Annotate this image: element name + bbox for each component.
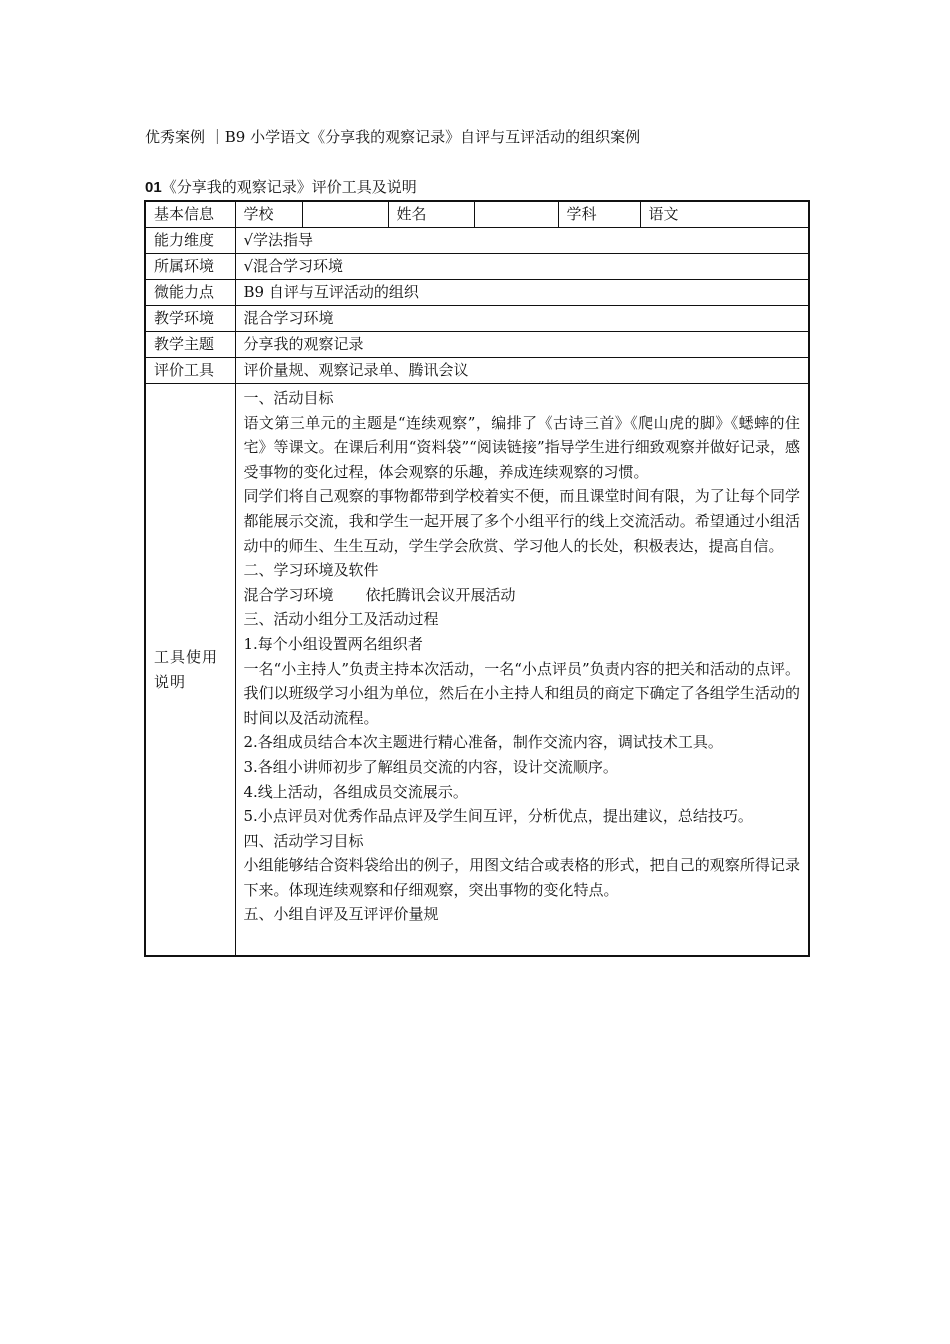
usage-paragraph: 同学们将自己观察的事物都带到学校着实不便，而且课堂时间有限，为了让每个同学都能展示交流，我和学生一起开展了多个小组平行的线上交流活动。希望通过小组活动中的师生、生生互动，学生学会欣赏、学习他人的长处，积极表达，提高自信。 (243, 487, 800, 555)
row-label: 教学环境 (145, 306, 235, 332)
usage-heading-3: 三、活动小组分工及活动过程 (243, 610, 439, 629)
row-label: 能力维度 (145, 228, 235, 254)
document-header: 优秀案例 ｜B9 小学语文《分享我的观察记录》自评与互评活动的组织案例 (145, 128, 641, 146)
row-label: 评价工具 (145, 358, 235, 384)
row-label: 微能力点 (145, 280, 235, 306)
usage-step: 2.各组成员结合本次主题进行精心准备，制作交流内容，调试技术工具。 (243, 733, 723, 752)
row-value: 评价量规、观察记录单、腾讯会议 (235, 358, 809, 384)
name-label: 姓名 (388, 201, 474, 228)
row-value: √混合学习环境 (235, 254, 809, 280)
subject-value: 语文 (640, 201, 809, 228)
usage-paragraph: 小组能够结合资料袋给出的例子，用图文结合或表格的形式，把自己的观察所得记录下来。体现连续观察和仔细观察，突出事物的变化特点。 (243, 856, 800, 899)
usage-step: 1.每个小组设置两名组织者 (243, 634, 423, 653)
row-value: √学法指导 (235, 228, 809, 254)
usage-content (235, 384, 809, 957)
usage-environment (244, 583, 801, 608)
table-row (145, 306, 809, 332)
table-row (145, 358, 809, 384)
subject-label: 学科 (558, 201, 640, 228)
table-row (145, 332, 809, 358)
evaluation-table (144, 200, 810, 957)
usage-heading-2: 二、学习环境及软件 (243, 561, 379, 580)
row-value: B9 自评与互评活动的组织 (235, 280, 809, 306)
usage-heading-1: 一、活动目标 (243, 389, 334, 407)
usage-paragraph: 语文第三单元的主题是“连续观察”，编排了《古诗三首》《爬山虎的脚》《蟋蟀的住宅》等课文。在课后利用“资料袋”“阅读链接”指导学生进行细致观察并做好记录，感受事物的变化过程，体会观察的乐趣，养成连续观察的习惯。 (243, 413, 800, 481)
environment-software: 依托腾讯会议开展活动 (365, 585, 516, 604)
table-row-basic-info (145, 201, 809, 228)
row-label: 所属环境 (145, 254, 235, 280)
row-value: 分享我的观察记录 (235, 332, 809, 358)
row-label: 教学主题 (145, 332, 235, 358)
table-row (145, 228, 809, 254)
usage-step: 3.各组小讲师初步了解组员交流的内容，设计交流顺序。 (243, 757, 618, 776)
section-number: 01 (145, 179, 162, 196)
environment-name: 混合学习环境 (243, 585, 334, 604)
usage-label: 工具使用说明 (145, 384, 235, 957)
section-title (145, 177, 417, 198)
section-title-text: 《分享我的观察记录》评价工具及说明 (161, 178, 417, 196)
name-value (474, 201, 558, 228)
usage-heading-4: 四、活动学习目标 (243, 831, 364, 850)
table-row (145, 280, 809, 306)
basic-info-label: 基本信息 (145, 201, 235, 228)
usage-heading-5: 五、小组自评及互评评价量规 (243, 905, 439, 924)
usage-paragraph: 一名“小主持人”负责主持本次活动，一名“小点评员”负责内容的把关和活动的点评。我们以班级学习小组为单位，然后在小主持人和组员的商定下确定了各组学生活动的时间以及活动流程。 (243, 659, 800, 727)
table-row-usage (145, 384, 809, 957)
row-value: 混合学习环境 (235, 306, 809, 332)
usage-step: 4.线上活动，各组成员交流展示。 (243, 782, 468, 801)
school-label: 学校 (235, 201, 302, 228)
usage-step: 5.小点评员对优秀作品点评及学生间互评，分析优点，提出建议，总结技巧。 (243, 807, 753, 826)
school-value (302, 201, 388, 228)
table-row (145, 254, 809, 280)
